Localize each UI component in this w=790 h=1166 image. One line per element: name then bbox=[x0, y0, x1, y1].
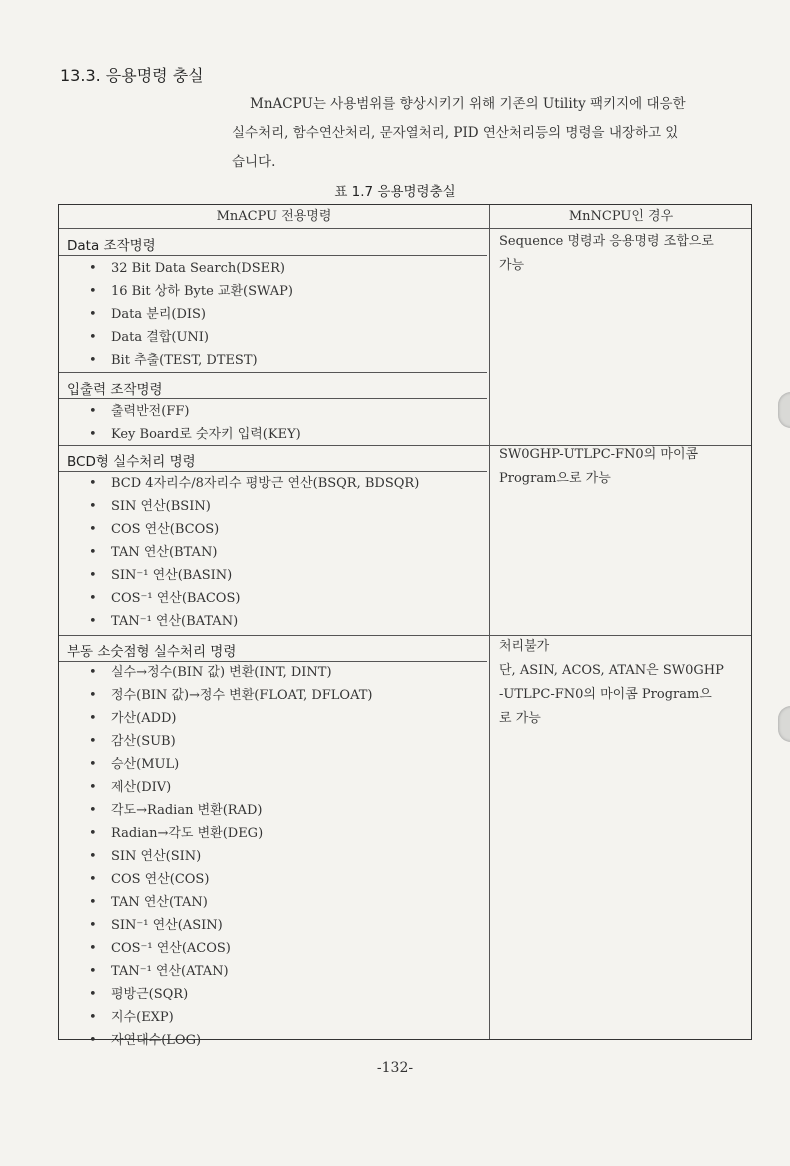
list-item: • 가산(ADD) bbox=[89, 711, 177, 726]
note-line: 처리불가 bbox=[499, 639, 550, 654]
note-float bbox=[499, 635, 747, 731]
section-title-io: 입출력 조작명령 bbox=[67, 382, 163, 398]
intro-line-2: 실수처리, 함수연산처리, 문자열처리, PID 연산처리등의 명령을 내장하고 있 bbox=[232, 125, 679, 141]
column-divider bbox=[489, 205, 490, 1039]
list-item: • Data 결합(UNI) bbox=[89, 330, 210, 345]
note-line: Program으로 가능 bbox=[499, 471, 611, 486]
list-item: • 각도→Radian 변환(RAD) bbox=[89, 803, 263, 818]
section-divider bbox=[59, 372, 487, 373]
col2-header: MnNCPU인 경우 bbox=[568, 209, 674, 224]
list-item: • COS 연산(BCOS) bbox=[89, 522, 220, 537]
section-title-data: Data 조작명령 bbox=[67, 238, 156, 254]
list-item: • 실수→정수(BIN 값) 변환(INT, DINT) bbox=[89, 665, 332, 680]
section-items-data bbox=[89, 257, 293, 372]
list-item: • TAN 연산(BTAN) bbox=[89, 545, 218, 560]
note-line: SW0GHP-UTLPC-FN0의 마이콤 bbox=[499, 447, 699, 462]
note-line: -UTLPC-FN0의 마이콤 Program으 bbox=[499, 687, 712, 702]
list-item: • TAN⁻¹ 연산(ATAN) bbox=[89, 964, 229, 979]
list-item: • Radian→각도 변환(DEG) bbox=[89, 826, 264, 841]
note-line: Sequence 명령과 응용명령 조합으로 bbox=[499, 234, 714, 249]
col1-header: MnACPU 전용명령 bbox=[216, 209, 332, 224]
list-item: • BCD 4자리수/8자리수 평방근 연산(BSQR, BDSQR) bbox=[89, 476, 420, 491]
list-item: • 자연대수(LOG) bbox=[89, 1033, 202, 1048]
list-item: • SIN 연산(SIN) bbox=[89, 849, 202, 864]
list-item: • COS⁻¹ 연산(BACOS) bbox=[89, 591, 241, 606]
list-item: • 정수(BIN 값)→정수 변환(FLOAT, DFLOAT) bbox=[89, 688, 373, 703]
note-line: 단, ASIN, ACOS, ATAN은 SW0GHP bbox=[499, 663, 724, 678]
list-item: • 출력반전(FF) bbox=[89, 404, 190, 419]
table-caption: 표 1.7 응용명령충실 bbox=[334, 184, 456, 200]
intro-line-1: MnACPU는 사용범위를 향상시키기 위해 기존의 Utility 팩키지에 대응한 bbox=[250, 96, 686, 112]
note-bcd bbox=[499, 443, 747, 491]
section-heading: 13.3. 응용명령 충실 bbox=[60, 66, 204, 85]
list-item: • 승산(MUL) bbox=[89, 757, 180, 772]
binder-hole-mark bbox=[778, 392, 790, 428]
section-divider bbox=[59, 398, 487, 399]
list-item: • SIN⁻¹ 연산(BASIN) bbox=[89, 568, 233, 583]
instruction-table bbox=[58, 204, 752, 1048]
list-item: • Data 분리(DIS) bbox=[89, 307, 207, 322]
header-divider bbox=[59, 228, 751, 229]
list-item: • TAN⁻¹ 연산(BATAN) bbox=[89, 614, 239, 629]
list-item: • Key Board로 숫자키 입력(KEY) bbox=[89, 427, 301, 442]
section-items-bcd bbox=[89, 472, 419, 633]
list-item: • SIN⁻¹ 연산(ASIN) bbox=[89, 918, 223, 933]
list-item: • 16 Bit 상하 Byte 교환(SWAP) bbox=[89, 284, 293, 299]
section-divider bbox=[59, 255, 487, 256]
list-item: • TAN 연산(TAN) bbox=[89, 895, 208, 910]
list-item: • 32 Bit Data Search(DSER) bbox=[89, 261, 285, 276]
note-line: 로 가능 bbox=[499, 711, 541, 726]
note-line: 가능 bbox=[499, 258, 525, 273]
list-item: • SIN 연산(BSIN) bbox=[89, 499, 211, 514]
section-items-io bbox=[89, 400, 301, 446]
binder-hole-mark bbox=[778, 706, 790, 742]
section-title-bcd: BCD형 실수처리 명령 bbox=[67, 454, 196, 470]
list-item: • COS⁻¹ 연산(ACOS) bbox=[89, 941, 231, 956]
list-item: • 평방근(SQR) bbox=[89, 987, 189, 1002]
note-data-io bbox=[499, 230, 747, 278]
intro-line-3: 습니다. bbox=[232, 154, 276, 170]
list-item: • Bit 추출(TEST, DTEST) bbox=[89, 353, 258, 368]
page-number: -132- bbox=[376, 1060, 414, 1076]
list-item: • COS 연산(COS) bbox=[89, 872, 210, 887]
list-item: • 제산(DIV) bbox=[89, 780, 172, 795]
section-title-float: 부동 소숫점형 실수처리 명령 bbox=[67, 644, 237, 660]
section-items-float bbox=[89, 661, 373, 1052]
list-item: • 지수(EXP) bbox=[89, 1010, 174, 1025]
list-item: • 감산(SUB) bbox=[89, 734, 176, 749]
intro-paragraph bbox=[232, 90, 752, 177]
